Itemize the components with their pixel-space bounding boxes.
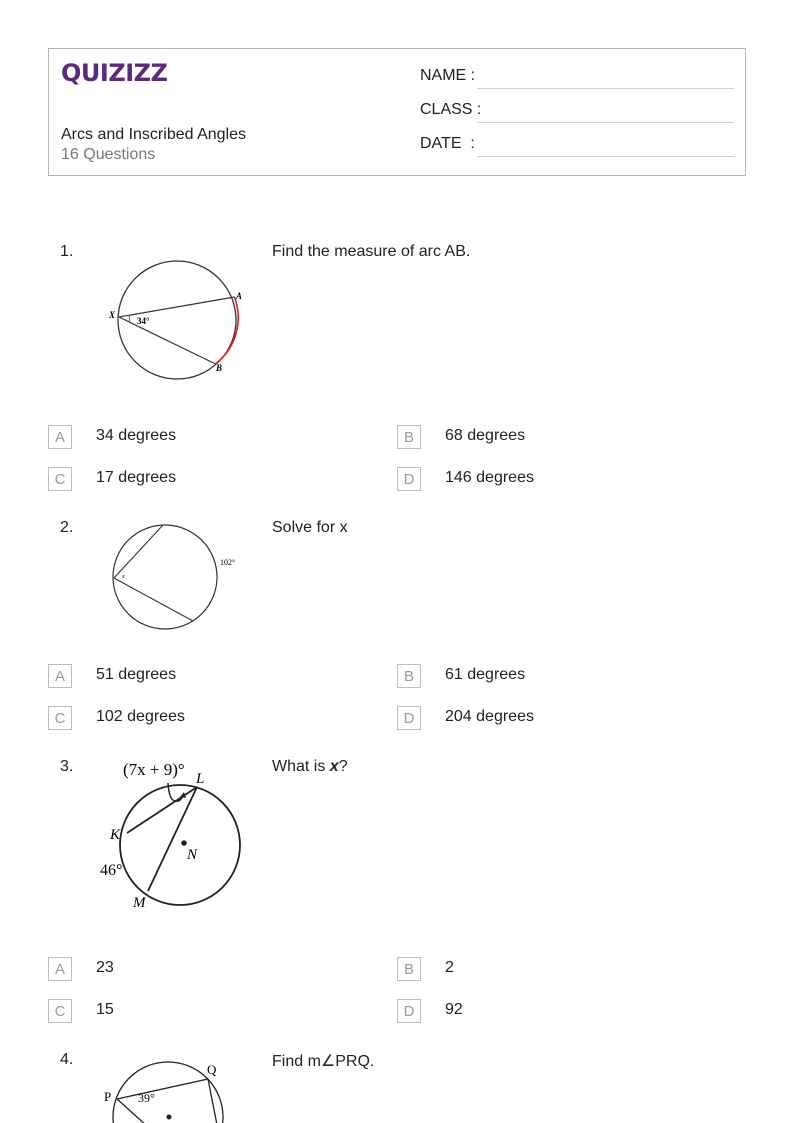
class-label: CLASS :: [420, 101, 482, 118]
question-2-text: Solve for x: [272, 519, 348, 536]
q4-label-p: P: [104, 1089, 112, 1104]
q2-option-c-text: 102 degrees: [96, 708, 185, 725]
q3-option-c-text: 15: [96, 1001, 114, 1018]
q3-label-n: N: [187, 847, 198, 863]
question-2-number: 2.: [60, 519, 74, 536]
q4-label-q: Q: [207, 1062, 217, 1077]
question-3-figure: [95, 755, 255, 915]
q3-center-n: [181, 840, 187, 846]
q3-option-a-letter[interactable]: A: [48, 957, 72, 981]
q1-option-c-text: 17 degrees: [96, 469, 177, 486]
q1-label-angle: 34°: [137, 316, 150, 326]
q1-angle-mark: [129, 315, 130, 322]
question-1-figure: [100, 250, 260, 390]
q2-circle: [113, 525, 217, 629]
q2-option-d-letter[interactable]: D: [397, 706, 421, 730]
q1-label-a: A: [236, 291, 243, 301]
question-count: 16 Questions: [61, 146, 156, 163]
q2-option-c-letter[interactable]: C: [48, 706, 72, 730]
quizizz-logo: QUIZIZZ: [61, 59, 168, 87]
q1-option-d-letter[interactable]: D: [397, 467, 421, 491]
q3-option-d-text: 92: [445, 1001, 463, 1018]
date-field[interactable]: [420, 135, 734, 159]
date-label: DATE :: [420, 135, 475, 152]
q2-option-b-text: 61 degrees: [445, 666, 526, 683]
q3-label-m: M: [133, 895, 146, 911]
q2-label-arc: 102°: [220, 558, 236, 567]
q3-label-k: K: [110, 827, 121, 843]
q4-center: [167, 1115, 172, 1120]
name-label: NAME :: [420, 67, 476, 84]
q3-label-l: L: [196, 771, 205, 787]
question-1-text: Find the measure of arc AB.: [272, 243, 471, 260]
q2-option-a-letter[interactable]: A: [48, 664, 72, 688]
question-3-number: 3.: [60, 758, 74, 775]
q3-text-before: What is: [272, 758, 330, 775]
class-field[interactable]: [420, 101, 734, 125]
q3-option-a-text: 23: [96, 959, 114, 976]
q2-option-d-text: 204 degrees: [445, 708, 534, 725]
q1-chord-xb: [119, 317, 216, 364]
q1-chord-xa: [119, 297, 235, 317]
q1-option-b-letter[interactable]: B: [397, 425, 421, 449]
q2-option-b-letter[interactable]: B: [397, 664, 421, 688]
q1-option-b-text: 68 degrees: [445, 427, 526, 444]
q1-option-d-text: 146 degrees: [445, 469, 534, 486]
q3-text-var: x: [329, 758, 339, 775]
q4-chord-pq: [117, 1079, 208, 1099]
question-1-number: 1.: [60, 243, 74, 260]
class-line[interactable]: [477, 122, 734, 123]
q1-option-a-text: 34 degrees: [96, 427, 177, 444]
q3-option-d-letter[interactable]: D: [397, 999, 421, 1023]
q3-text-after: ?: [338, 758, 348, 775]
name-line[interactable]: [477, 88, 734, 89]
q1-option-c-letter[interactable]: C: [48, 467, 72, 491]
q2-option-a-text: 51 degrees: [96, 666, 177, 683]
date-line[interactable]: [477, 156, 734, 157]
worksheet-header: [48, 48, 746, 176]
q3-label-arc: 46°: [100, 862, 123, 879]
q4-label-angle: 39°: [138, 1091, 155, 1105]
question-2-figure: [100, 520, 260, 635]
name-field[interactable]: [420, 67, 734, 91]
q3-option-c-letter[interactable]: C: [48, 999, 72, 1023]
q3-circle: [120, 785, 240, 905]
worksheet-title: Arcs and Inscribed Angles: [61, 126, 246, 143]
question-4-number: 4.: [60, 1051, 74, 1068]
q3-option-b-text: 2: [445, 959, 454, 976]
q2-chord-bottom: [114, 578, 193, 621]
q1-label-b: B: [216, 363, 223, 373]
question-4-text: Find m∠PRQ.: [272, 1053, 375, 1070]
question-3-text: [272, 758, 348, 776]
q1-option-a-letter[interactable]: A: [48, 425, 72, 449]
question-4-figure: [95, 1055, 245, 1123]
q3-label-expr: (7x + 9)°: [123, 760, 185, 779]
q1-label-x: X: [109, 310, 116, 320]
q3-option-b-letter[interactable]: B: [397, 957, 421, 981]
q2-label-x: x: [122, 574, 125, 580]
